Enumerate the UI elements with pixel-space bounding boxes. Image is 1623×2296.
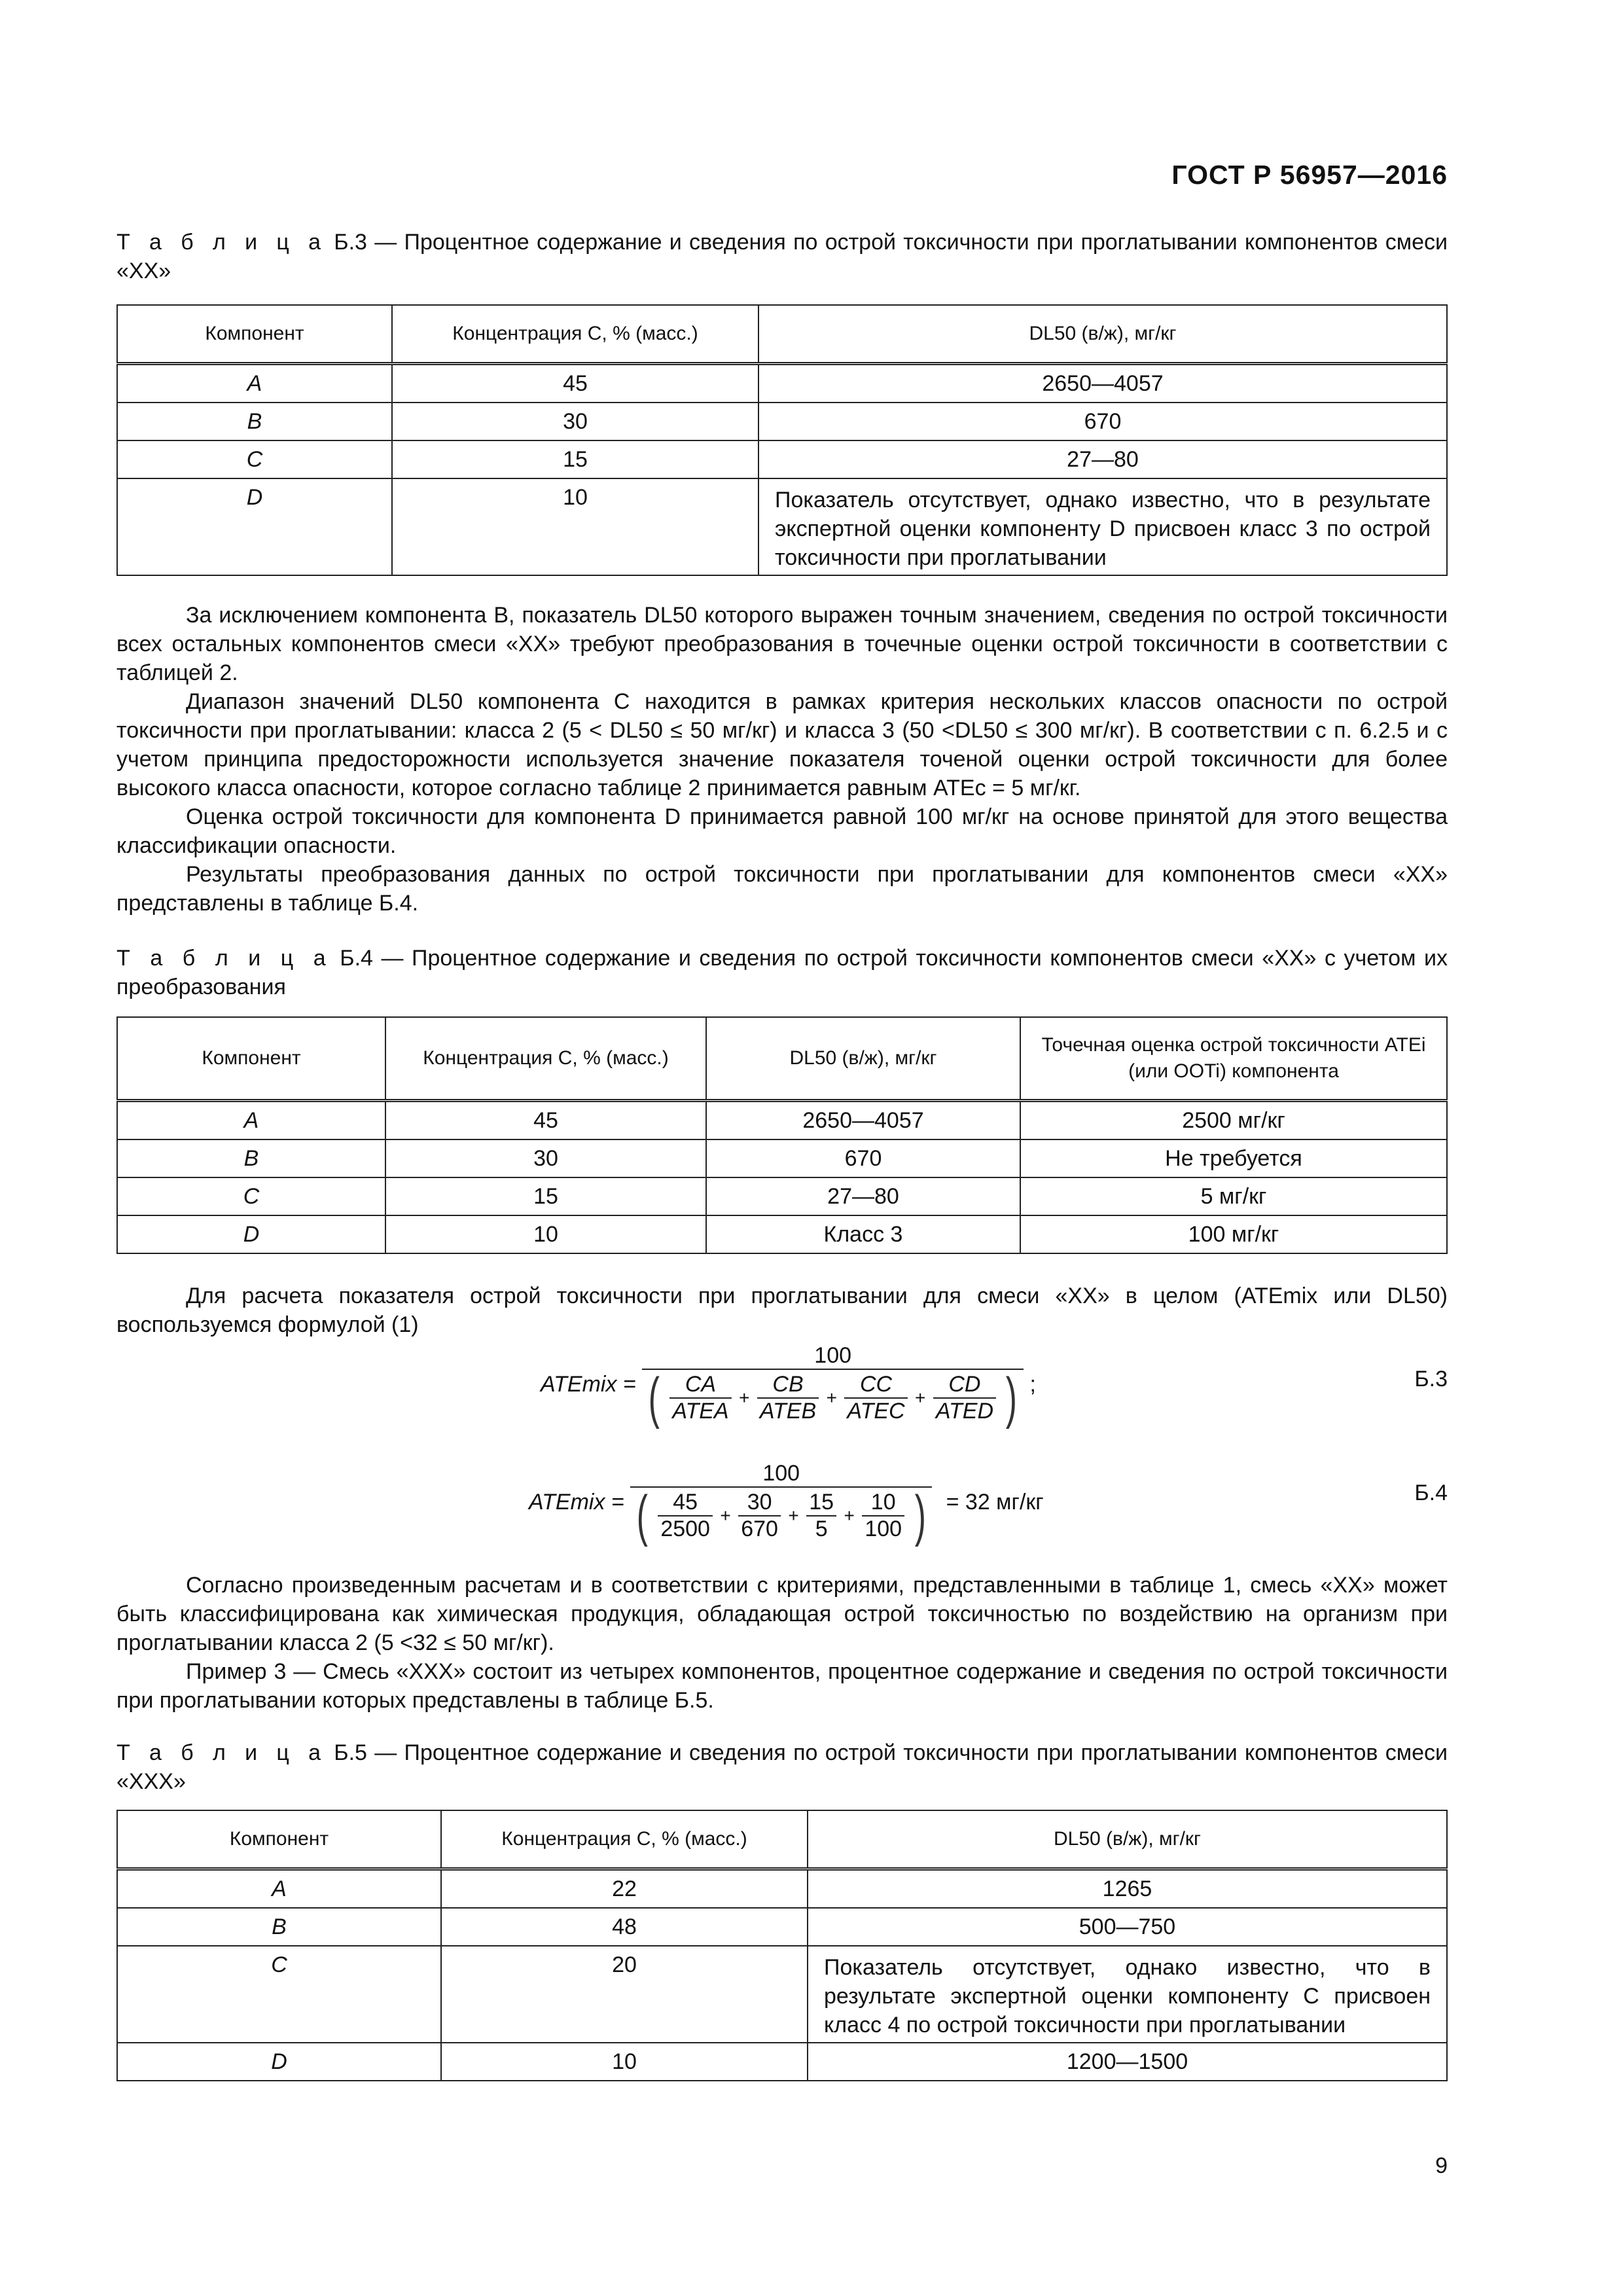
table-b3-label: Т а б л и ц а	[116, 230, 327, 255]
plus-sign: +	[739, 1388, 750, 1408]
table-cell: C	[246, 447, 263, 472]
table-cell: 22	[441, 1869, 808, 1909]
table-row	[117, 2043, 1447, 2081]
table-cell: D	[243, 1222, 260, 1247]
formula-b4	[529, 1461, 1044, 1547]
paragraphs-3	[116, 1571, 1448, 1715]
table-cell: 48	[441, 1908, 808, 1946]
table-b3	[116, 304, 1448, 576]
formula-result: = 32 мг/кг	[946, 1490, 1044, 1515]
table-cell: 2650—4057	[706, 1101, 1020, 1140]
paragraph: Оценка острой токсичности для компонента D принимается равной 100 мг/кг на основе принятой для этого вещества классификации опасности.	[116, 804, 1448, 858]
term-numerator: 15	[809, 1490, 834, 1515]
table-cell: 10	[441, 2043, 808, 2081]
page-number: 9	[1435, 2153, 1448, 2178]
paragraph: За исключением компонента B, показатель DL50 которого выражен точным значением, сведения по острой токсичности всех остальных компонентов смеси «XX» требуют преобразования в точечные оценки острой токсичности в соответствии с таблицей 2.	[116, 603, 1448, 685]
table-cell: Показатель отсутствует, однако известно, что в результате экспертной оценки компоненту D присвоен класс 3 по острой токсичности при проглатывании	[758, 478, 1447, 575]
table-cell: 100 мг/кг	[1020, 1215, 1447, 1253]
formula-lhs: ATEmix =	[541, 1372, 636, 1397]
table-cell: 15	[392, 440, 758, 478]
table-row	[117, 1177, 1447, 1215]
table-row	[117, 1139, 1447, 1177]
term-numerator: 45	[673, 1490, 698, 1515]
paragraph: Диапазон значений DL50 компонента C находится в рамках критерия нескольких классов опасности по острой токсичности при проглатывании: класса 2 (5 < DL50 ≤ 50 мг/кг) и класса 3 (50 <DL50 ≤ 300 мг/кг). В соответствии с п. 6.2.5 и с учетом принципа предосторожности используется значение показателя точеной оценки острой токсичности для более высокого класса опасности, которое согласно таблице 2 принимается равным ATEc = 5 мг/кг.	[116, 689, 1448, 800]
formula-b3	[541, 1343, 1036, 1429]
plus-sign: +	[826, 1388, 837, 1408]
table-b4-caption	[116, 944, 1448, 1001]
paragraph: Для расчета показателя острой токсичности при проглатывании для смеси «XX» в целом (ATEmix или DL50) воспользуемся формулой (1)	[116, 1283, 1448, 1337]
paragraphs-1	[116, 601, 1448, 918]
table-b4-label: Т а б л и ц а	[116, 946, 332, 971]
table-b4-header: DL50 (в/ж), мг/кг	[706, 1017, 1020, 1101]
paragraph: Согласно произведенным расчетам и в соответствии с критериями, представленными в таблице 1, смесь «XX» может быть классифицирована как химическая продукция, обладающая острой токсичностью по воздействию на организм при проглатывании класса 2 (5 <32 ≤ 50 мг/кг).	[116, 1573, 1448, 1655]
paragraph: Пример 3 — Смесь «XXX» состоит из четырех компонентов, процентное содержание и сведения по острой токсичности при проглатывании которых представлены в таблице Б.5.	[116, 1659, 1448, 1713]
table-cell: 27—80	[706, 1177, 1020, 1215]
formula-tail: ;	[1029, 1372, 1036, 1397]
table-cell: B	[247, 409, 262, 434]
table-b4-header: Компонент	[117, 1017, 385, 1101]
table-cell: 1265	[808, 1869, 1447, 1909]
document-header: ГОСТ Р 56957—2016	[1171, 160, 1448, 190]
formula-fraction	[642, 1343, 1024, 1429]
table-cell: 670	[706, 1139, 1020, 1177]
table-row	[117, 403, 1447, 440]
term-denominator: 2500	[658, 1515, 713, 1542]
table-row	[117, 440, 1447, 478]
term-denominator: 670	[738, 1515, 781, 1542]
table-row	[117, 364, 1447, 403]
paren-open: (	[648, 1367, 660, 1429]
formula-fraction	[630, 1461, 932, 1547]
table-row	[117, 478, 1447, 575]
term-numerator: CC	[859, 1372, 893, 1397]
table-cell: 30	[385, 1139, 706, 1177]
table-row	[117, 1946, 1447, 2043]
paragraph: Результаты преобразования данных по острой токсичности при проглатывании для компонентов смеси «XX» представлены в таблице Б.4.	[116, 862, 1448, 916]
table-row	[117, 1869, 1447, 1909]
table-cell: 1200—1500	[808, 2043, 1447, 2081]
table-cell: 10	[385, 1215, 706, 1253]
table-cell: B	[272, 1914, 287, 1939]
table-cell: 27—80	[758, 440, 1447, 478]
table-cell: 45	[392, 364, 758, 403]
table-cell: C	[243, 1184, 260, 1209]
table-b5-label: Т а б л и ц а	[116, 1740, 327, 1765]
paren-open: (	[636, 1484, 649, 1547]
term-denominator: 100	[862, 1515, 904, 1542]
table-b4-header: Точечная оценка острой токсичности ATEi (или OOTi) компонента	[1020, 1017, 1447, 1101]
table-b4-header: Концентрация C, % (масс.)	[385, 1017, 706, 1101]
table-cell: 670	[758, 403, 1447, 440]
table-cell: Не требуется	[1020, 1139, 1447, 1177]
plus-sign: +	[720, 1505, 731, 1526]
table-b3-header: DL50 (в/ж), мг/кг	[758, 305, 1447, 364]
term-denominator: ATEC	[844, 1397, 907, 1424]
table-b5-header: DL50 (в/ж), мг/кг	[808, 1810, 1447, 1869]
table-cell: 5 мг/кг	[1020, 1177, 1447, 1215]
plus-sign: +	[788, 1505, 799, 1526]
table-cell: 20	[441, 1946, 808, 2043]
table-cell: B	[243, 1146, 259, 1171]
table-row	[117, 1101, 1447, 1140]
table-b5-header: Концентрация C, % (масс.)	[441, 1810, 808, 1869]
table-cell: C	[271, 1952, 287, 1977]
plus-sign: +	[915, 1388, 926, 1408]
table-cell: 2650—4057	[758, 364, 1447, 403]
table-cell: 10	[392, 478, 758, 575]
table-cell: 45	[385, 1101, 706, 1140]
table-b5-caption	[116, 1738, 1448, 1796]
table-b3-caption-text: Б.3 — Процентное содержание и сведения по острой токсичности при проглатывании компонентов смеси «XX»	[116, 230, 1448, 283]
table-b3-header: Концентрация C, % (масс.)	[392, 305, 758, 364]
table-b3-caption	[116, 228, 1448, 285]
table-b5	[116, 1810, 1448, 2081]
term-numerator: 30	[747, 1490, 772, 1515]
term-numerator: CD	[948, 1372, 981, 1397]
table-b4-caption-text: Б.4 — Процентное содержание и сведения по острой токсичности компонентов смеси «XX» с учетом их преобразования	[116, 946, 1448, 999]
term-denominator: ATED	[933, 1397, 996, 1424]
formula-b4-label: Б.4	[1414, 1480, 1448, 1505]
table-b5-header: Компонент	[117, 1810, 441, 1869]
term-numerator: CA	[685, 1372, 717, 1397]
table-cell: A	[247, 371, 262, 396]
table-b4	[116, 1016, 1448, 1254]
table-cell: A	[272, 1876, 287, 1901]
formula-lhs: ATEmix =	[529, 1490, 624, 1515]
term-denominator: 5	[806, 1515, 836, 1542]
table-cell: D	[271, 2049, 287, 2074]
table-cell: Показатель отсутствует, однако известно, что в результате экспертной оценки компоненту C присвоен класс 4 по острой токсичности при проглатывании	[808, 1946, 1447, 2043]
table-cell: 30	[392, 403, 758, 440]
term-numerator: CB	[772, 1372, 804, 1397]
formula-b3-label: Б.3	[1414, 1367, 1448, 1391]
table-row	[117, 1908, 1447, 1946]
term-denominator: ATEA	[669, 1397, 731, 1424]
table-b3-header: Компонент	[117, 305, 392, 364]
paren-close: )	[1006, 1367, 1018, 1429]
table-row	[117, 1215, 1447, 1253]
paren-close: )	[914, 1484, 926, 1547]
table-cell: 500—750	[808, 1908, 1447, 1946]
term-numerator: 10	[870, 1490, 896, 1515]
table-cell: Класс 3	[706, 1215, 1020, 1253]
plus-sign: +	[844, 1505, 855, 1526]
formula-numerator: 100	[814, 1343, 852, 1368]
table-b5-caption-text: Б.5 — Процентное содержание и сведения по острой токсичности при проглатывании компонентов смеси «XXX»	[116, 1740, 1448, 1794]
table-cell: D	[246, 485, 263, 510]
table-cell: 15	[385, 1177, 706, 1215]
table-cell: A	[243, 1108, 259, 1133]
formula-numerator: 100	[762, 1461, 800, 1486]
term-denominator: ATEB	[757, 1397, 819, 1424]
paragraph-2	[116, 1282, 1448, 1339]
table-cell: 2500 мг/кг	[1020, 1101, 1447, 1140]
